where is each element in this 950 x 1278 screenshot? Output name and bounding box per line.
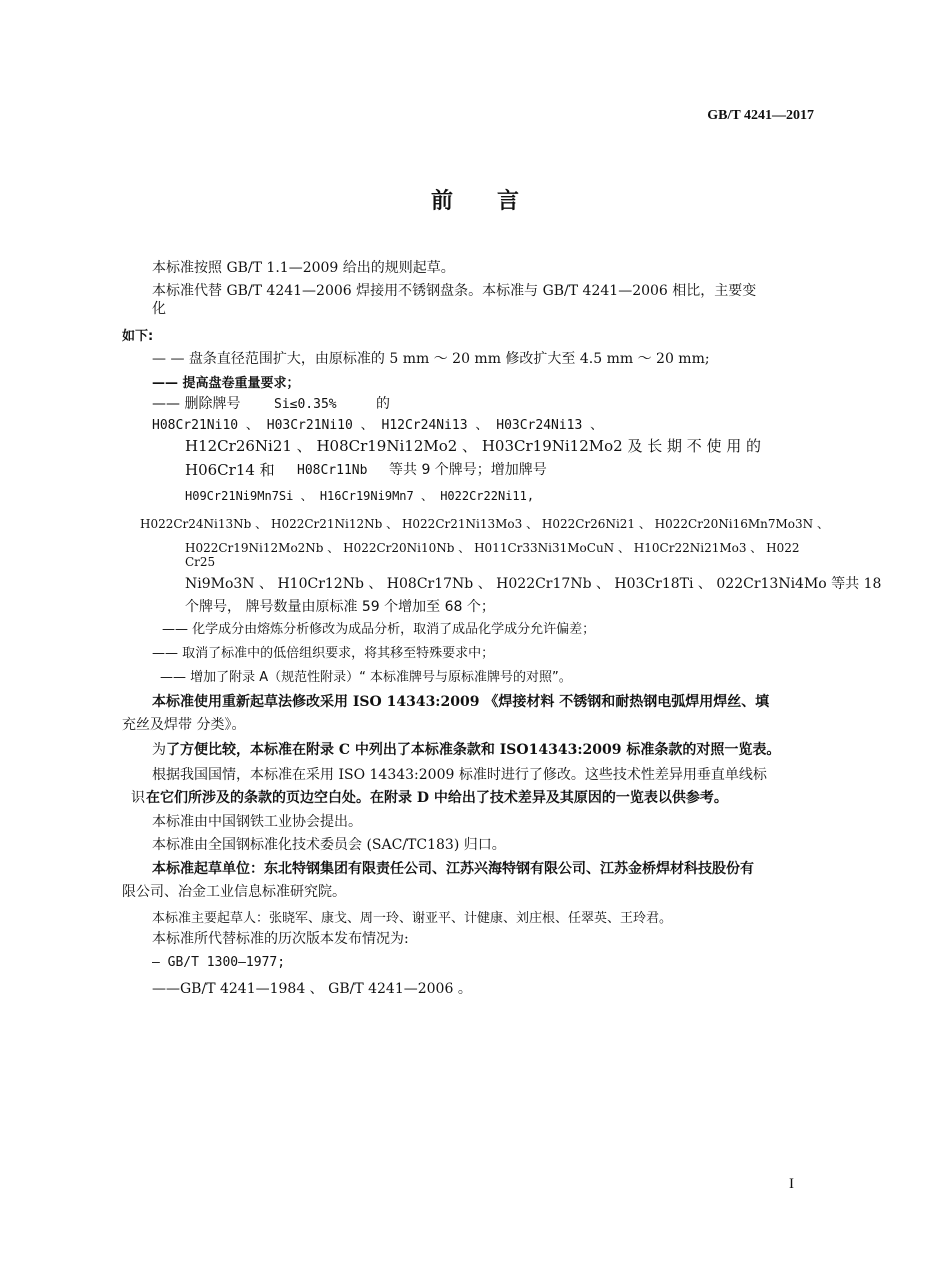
history-item-1984-2006: ——GB/T 4241—1984 、 GB/T 4241—2006 。 bbox=[152, 981, 472, 997]
change-item-grades-line9: Ni9Mo3N 、 H10Cr12Nb 、 H08Cr17Nb 、 H022Cr17Nb 、 H03Cr18Ti 、 022Cr13Ni4Mo 等共 18 bbox=[185, 576, 882, 592]
change-item-annex-a: —— 增加了附录 A（规范性附录）“ 本标准牌号与原标准牌号的对照”。 bbox=[160, 670, 572, 685]
page-title: 前言 bbox=[430, 188, 563, 214]
paragraph-drafting-rule: 本标准按照 GB/T 1.1—2009 给出的规则起草。 bbox=[152, 260, 455, 276]
paragraph-replaces-line2: 化 bbox=[152, 301, 166, 317]
standard-number: GB/T 4241—2017 bbox=[707, 108, 814, 123]
change-item-chemistry: —— 化学成分由熔炼分析修改为成品分析，取消了成品化学成分允许偏差； bbox=[162, 622, 596, 637]
paragraph-replaces-line3: 如下: bbox=[122, 329, 154, 344]
change-item-grades-line4b: H08Cr11Nb bbox=[297, 463, 368, 478]
change-item-grades-line10: 个牌号， 牌号数量由原标准 59 个增加至 68 个； bbox=[185, 599, 495, 615]
change-item-macrostructure: —— 取消了标准中的低倍组织要求，将其移至特殊要求中； bbox=[152, 646, 495, 661]
change-item-diameter: — — 盘条直径范围扩大，由原标准的 5 mm ～ 20 mm 修改扩大至 4.5 mm ～ 20 mm; bbox=[152, 351, 710, 367]
paragraph-drafting-units-line1: 本标准起草单位：东北特钢集团有限责任公司、江苏兴海特钢有限公司、江苏金桥焊材科技股份有 bbox=[152, 861, 754, 877]
change-item-grades-line7: H022Cr19Ni12Mo2Nb 、 H022Cr20Ni10Nb 、 H011Cr33Ni31MoCuN 、 H10Cr22Ni21Mo3 、 H022 bbox=[185, 541, 800, 555]
paragraph-national-line1: 根据我国国情，本标准在采用 ISO 14343:2009 标准时进行了修改。这些技术性差异用垂直单线标 bbox=[152, 767, 767, 783]
change-item-grades-line1c: 的 bbox=[376, 396, 390, 412]
change-item-grades-line1b: Si≤0.35% bbox=[274, 397, 337, 412]
paragraph-committee: 本标准由全国钢标准化技术委员会 (SAC/TC183) 归口。 bbox=[152, 837, 506, 853]
paragraph-national-line2a: 识 bbox=[131, 790, 145, 806]
paragraph-drafters: 本标准主要起草人：张晓军、康戈、周一玲、谢亚平、计健康、刘庄根、任翠英、王玲君。 bbox=[152, 911, 673, 926]
change-item-grades-line4c: 等共 9 个牌号；增加牌号 bbox=[389, 462, 547, 478]
change-item-grades-line6: H022Cr24Ni13Nb 、 H022Cr21Ni12Nb 、 H022Cr21Ni13Mo3 、 H022Cr26Ni21 、 H022Cr20Ni16Mn7Mo3N 、 bbox=[140, 517, 829, 531]
change-item-coil-weight: —— 提高盘卷重量要求； bbox=[152, 376, 300, 391]
paragraph-proposer: 本标准由中国钢铁工业协会提出。 bbox=[152, 814, 362, 830]
paragraph-annex-c-a: 为 bbox=[152, 742, 166, 758]
paragraph-drafting-units-line2: 限公司、冶金工业信息标准研究院。 bbox=[122, 884, 346, 900]
paragraph-replaces-line1: 本标准代替 GB/T 4241—2006 焊接用不锈钢盘条。本标准与 GB/T 4241—2006 相比，主要变 bbox=[152, 283, 757, 299]
page-number: I bbox=[789, 1176, 794, 1192]
paragraph-history-intro: 本标准所代替标准的历次版本发布情况为: bbox=[152, 931, 409, 947]
history-item-1977: — GB/T 1300—1977; bbox=[152, 955, 286, 970]
paragraph-annex-c-b: 了方便比较，本标准在附录 C 中列出了本标准条款和 ISO14343:2009 标准条款的对照一览表。 bbox=[166, 742, 781, 758]
change-item-grades-line1a: —— 删除牌号 bbox=[152, 396, 241, 412]
paragraph-iso-adoption-line1: 本标准使用重新起草法修改采用 ISO 14343:2009 《焊接材料 不锈钢和耐热钢电弧焊用焊丝、填 bbox=[152, 694, 770, 710]
paragraph-national-line2b: 在它们所涉及的条款的页边空白处。在附录 D 中给出了技术差异及其原因的一览表以供参考。 bbox=[146, 790, 728, 806]
change-item-grades-line8: Cr25 bbox=[185, 555, 216, 569]
paragraph-iso-adoption-line2: 充丝及焊带 分类》。 bbox=[122, 717, 246, 733]
change-item-grades-line4a: H06Cr14 和 bbox=[185, 461, 275, 479]
change-item-grades-line3: H12Cr26Ni21 、 H08Cr19Ni12Mo2 、 H03Cr19Ni12Mo2 及 长 期 不 使 用 的 bbox=[185, 437, 762, 455]
change-item-grades-line5: H09Cr21Ni9Mn7Si 、 H16Cr19Ni9Mn7 、 H022Cr22Ni11, bbox=[185, 489, 535, 503]
change-item-grades-line2: H08Cr21Ni10 、 H03Cr21Ni10 、 H12Cr24Ni13 、 H03Cr24Ni13 、 bbox=[152, 418, 604, 433]
